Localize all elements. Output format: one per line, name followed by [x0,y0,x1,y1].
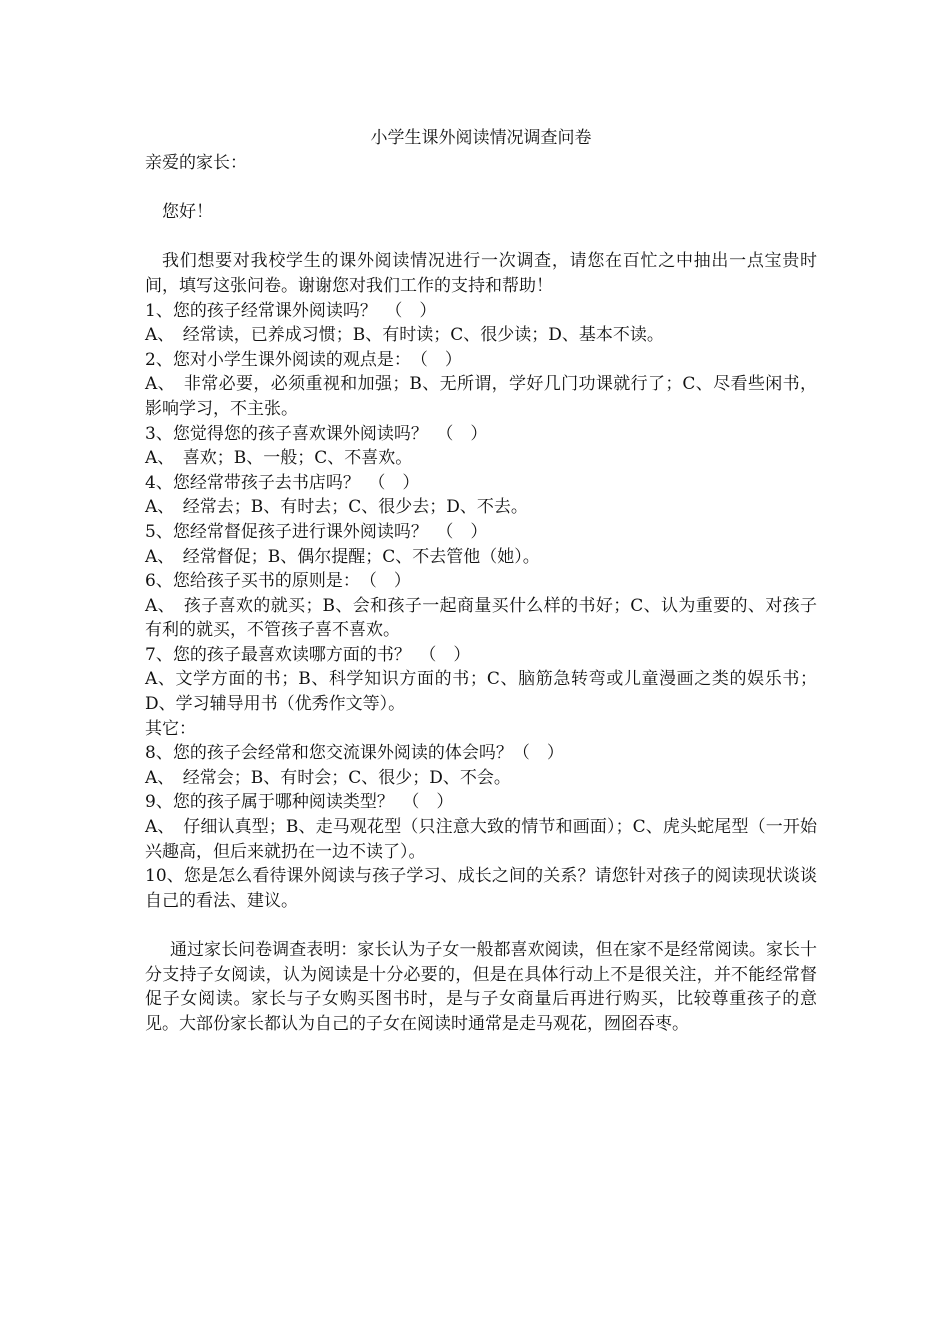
answer-options: A、文学方面的书；B、科学知识方面的书；C、脑筋急转弯或儿童漫画之类的娱乐书；D、学习辅导用书（优秀作文等）。 [145,669,817,715]
blank-line [145,176,817,201]
question-text: 8、您的孩子会经常和您交流课外阅读的体会吗？（ ） [145,743,564,764]
question-text: 2、您对小学生课外阅读的观点是： （ ） [145,349,462,370]
document-body [145,125,817,1036]
conclusion-paragraph: 通过家长问卷调查表明：家长认为子女一般都喜欢阅读，但在家不是经常阅读。家长十分支持子女阅读，认为阅读是十分必要的，但是在具体行动上不是很关注，并不能经常督促子女阅读。家长与子女购买图书时，是与子女商量后再进行购买，比较尊重孩子的意见。大部份家长都认为自己的子女在阅读时通常是走马观花，囫囵吞枣。 [145,940,817,1034]
hello-text: 您好！ [162,202,213,223]
other-label: 其它： [145,718,196,739]
blank-line [145,913,817,938]
question-text: 9、您的孩子属于哪种阅读类型？ （ ） [145,792,454,813]
answer-options: A、 经常去；B、有时去；C、很少去；D、不去。 [145,497,528,518]
answer-options: A、 非常必要，必须重视和加强；B、无所谓，学好几门功课就行了；C、尽看些闲书，影响学习，不主张。 [145,374,817,419]
question-text: 3、您觉得您的孩子喜欢课外阅读吗？ （ ） [145,423,488,444]
greeting: 亲爱的家长： [145,153,247,173]
blank-line [145,225,817,250]
question-ten: 10、您是怎么看待课外阅读与孩子学习、成长之间的关系？请您针对孩子的阅读现状谈谈自己的看法、建议。 [145,866,817,911]
intro-paragraph: 我们想要对我校学生的课外阅读情况进行一次调查，请您在百忙之中抽出一点宝贵时间，填写这张问卷。谢谢您对我们工作的支持和帮助！ [145,251,817,296]
question-text: 6、您给孩子买书的原则是： （ ） [145,571,411,592]
question-text: 4、您经常带孩子去书店吗？ （ ） [145,472,420,493]
answer-options: A、 喜欢；B、一般；C、不喜欢。 [145,448,413,469]
answer-options: A、 经常读，已养成习惯；B、有时读；C、很少读；D、基本不读。 [145,325,664,346]
question-text: 5、您经常督促孩子进行课外阅读吗？ （ ） [145,521,488,542]
answer-options: A、 孩子喜欢的就买；B、会和孩子一起商量买什么样的书好；C、认为重要的、对孩子有利的就买，不管孩子喜不喜欢。 [145,595,817,641]
question-text: 7、您的孩子最喜欢读哪方面的书？ （ ） [145,644,471,665]
document-title: 小学生课外阅读情况调查问卷 [370,128,592,148]
question-text: 1、您的孩子经常课外阅读吗？ （ ） [145,300,437,321]
answer-options: A、 经常督促；B、偶尔提醒；C、不去管他（她）。 [145,546,540,567]
answer-options: A、 仔细认真型；B、走马观花型（只注意大致的情节和画面）；C、虎头蛇尾型（一开始兴趣高，但后来就扔在一边不读了）。 [145,817,817,862]
answer-options: A、 经常会；B、有时会；C、很少；D、不会。 [145,767,511,788]
